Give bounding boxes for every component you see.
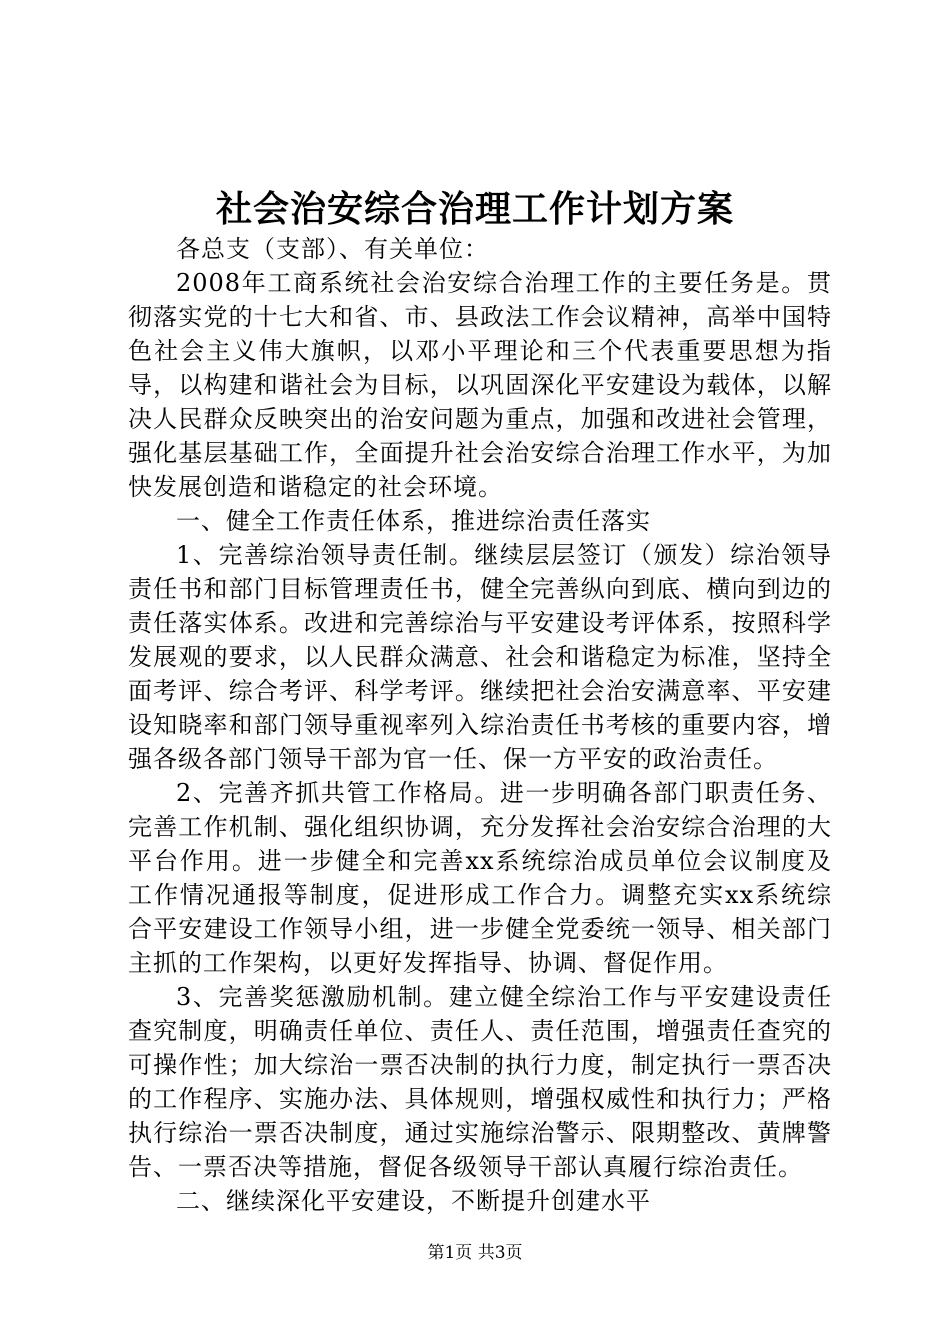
paragraph-item-3: 3、完善奖惩激励机制。建立健全综治工作与平安建设责任查究制度，明确责任单位、责任人、责任范围，增强责任查究的可操作性；加大综治一票否决制的执行力度，制定执行一票否决的工作程序、实施办法、具体规则，增强权威性和执行力；严格执行综治一票否决制度，通过实施综治警示、限期整改、黄牌警告、一票否决等措施，督促各级领导干部认真履行综治责任。	[128, 983, 832, 1181]
paragraph-item-1: 1、完善综治领导责任制。继续层层签订（颁发）综治领导责任书和部门目标管理责任书，健全完善纵向到底、横向到边的责任落实体系。改进和完善综治与平安建设考评体系，按照科学发展观的要求，以人民群众满意、社会和谐稳定为标准，坚持全面考评、综合考评、科学考评。继续把社会治安满意率、平安建设知晓率和部门领导重视率列入综治责任书考核的重要内容，增强各级各部门领导干部为官一任、保一方平安的政治责任。	[128, 541, 832, 773]
paragraph-intro: 2008年工商系统社会治安综合治理工作的主要任务是。贯彻落实党的十七大和省、市、县政法工作会议精神，高举中国特色社会主义伟大旗帜，以邓小平理论和三个代表重要思想为指导，以构建和谐社会为目标，以巩固深化平安建设为载体，以解决人民群众反映突出的治安问题为重点，加强和改进社会管理，强化基层基础工作，全面提升社会治安综合治理工作水平，为加快发展创造和谐稳定的社会环境。	[128, 269, 832, 501]
section-heading-1: 一、健全工作责任体系，推进综治责任落实	[176, 507, 651, 535]
section-heading-2: 二、继续深化平安建设，不断提升创建水平	[176, 1187, 651, 1215]
document-title: 社会治安综合治理工作计划方案	[215, 188, 734, 230]
paragraph-item-2: 2、完善齐抓共管工作格局。进一步明确各部门职责任务、完善工作机制、强化组织协调，充分发挥社会治安综合治理的大平台作用。进一步健全和完善xx系统综治成员单位会议制度及工作情况通报等制度，促进形成工作合力。调整充实xx系统综合平安建设工作领导小组，进一步健全党委统一领导、相关部门主抓的工作架构，以更好发挥指导、协调、督促作用。	[128, 779, 832, 977]
document-body	[128, 232, 832, 1218]
page-number-footer: 第1页 共3页	[427, 1243, 523, 1263]
salutation: 各总支（支部）、有关单位：	[176, 235, 489, 263]
